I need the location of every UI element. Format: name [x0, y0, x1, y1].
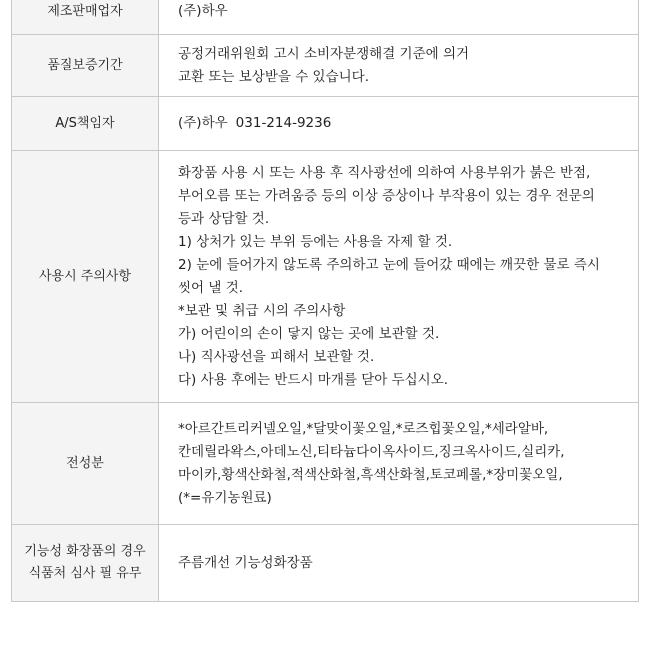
value-line: 다) 사용 후에는 반드시 마개를 닫아 두십시오.: [178, 371, 449, 388]
row-label-precautions: 사용시 주의사항: [12, 151, 159, 403]
row-value-as-contact: [159, 97, 639, 151]
value-line: 화장품 사용 시 또는 사용 후 직사광선에 의하여 사용부위가 붉은 반점,: [178, 164, 591, 181]
table-row: [12, 525, 639, 602]
value-line: 씻어 낼 것.: [178, 279, 244, 296]
row-label-warranty: 품질보증기간: [12, 35, 159, 97]
value-line: (주)하우: [178, 3, 228, 19]
value-line: 나) 직사광선을 피해서 보관할 것.: [178, 348, 375, 365]
row-value-warranty: [159, 35, 639, 97]
as-company: (주)하우: [178, 115, 228, 131]
value-line: 칸데릴라왁스,아데노신,티타늄다이옥사이드,징크옥사이드,실리카,: [178, 443, 565, 460]
value-line: 등과 상담할 것.: [178, 210, 270, 227]
value-line: 주름개선 기능성화장품: [178, 554, 313, 571]
label-line: 기능성 화장품의 경우: [24, 544, 146, 559]
table-row: [12, 97, 639, 151]
value-line: 2) 눈에 들어가지 않도록 주의하고 눈에 들어갔 때에는 깨끗한 물로 즉시: [178, 256, 600, 273]
as-phone: 031-214-9236: [235, 115, 332, 131]
row-value-functional-cosmetics: [159, 525, 639, 602]
row-label-ingredients: 전성분: [12, 403, 159, 525]
value-line: 공정거래위원회 고시 소비자분쟁해결 기준에 의거: [178, 45, 470, 62]
row-value-precautions: [159, 151, 639, 403]
row-label-functional-cosmetics: [12, 525, 159, 602]
value-line: 부어오름 또는 가려움증 등의 이상 증상이나 부작용이 있는 경우 전문의: [178, 187, 595, 204]
row-label-as-contact: A/S책임자: [12, 97, 159, 151]
value-line: (*=유기농원료): [178, 489, 272, 506]
value-line: *보관 및 취급 시의 주의사항: [178, 302, 346, 319]
label-line: 식품처 심사 필 유무: [28, 566, 142, 581]
row-value-ingredients: [159, 403, 639, 525]
product-info-table: [11, 0, 639, 602]
value-line: *아르간트리커넬오일,*달맞이꽃오일,*로즈힙꽃오일,*세라알바,: [178, 420, 549, 437]
value-line: 마이카,황색산화철,적색산화철,흑색산화철,토코페롤,*장미꽃오일,: [178, 466, 563, 483]
row-label-manufacturer: 제조판매업자: [12, 0, 159, 35]
row-value-manufacturer: [159, 0, 639, 35]
value-line: 교환 또는 보상받을 수 있습니다.: [178, 68, 369, 85]
table-row: [12, 151, 639, 403]
value-line: 가) 어린이의 손이 닿지 않는 곳에 보관할 것.: [178, 325, 440, 342]
table-row: [12, 0, 639, 35]
table-row: [12, 403, 639, 525]
value-line: 1) 상처가 있는 부위 등에는 사용을 자제 할 것.: [178, 233, 453, 250]
table-row: [12, 35, 639, 97]
